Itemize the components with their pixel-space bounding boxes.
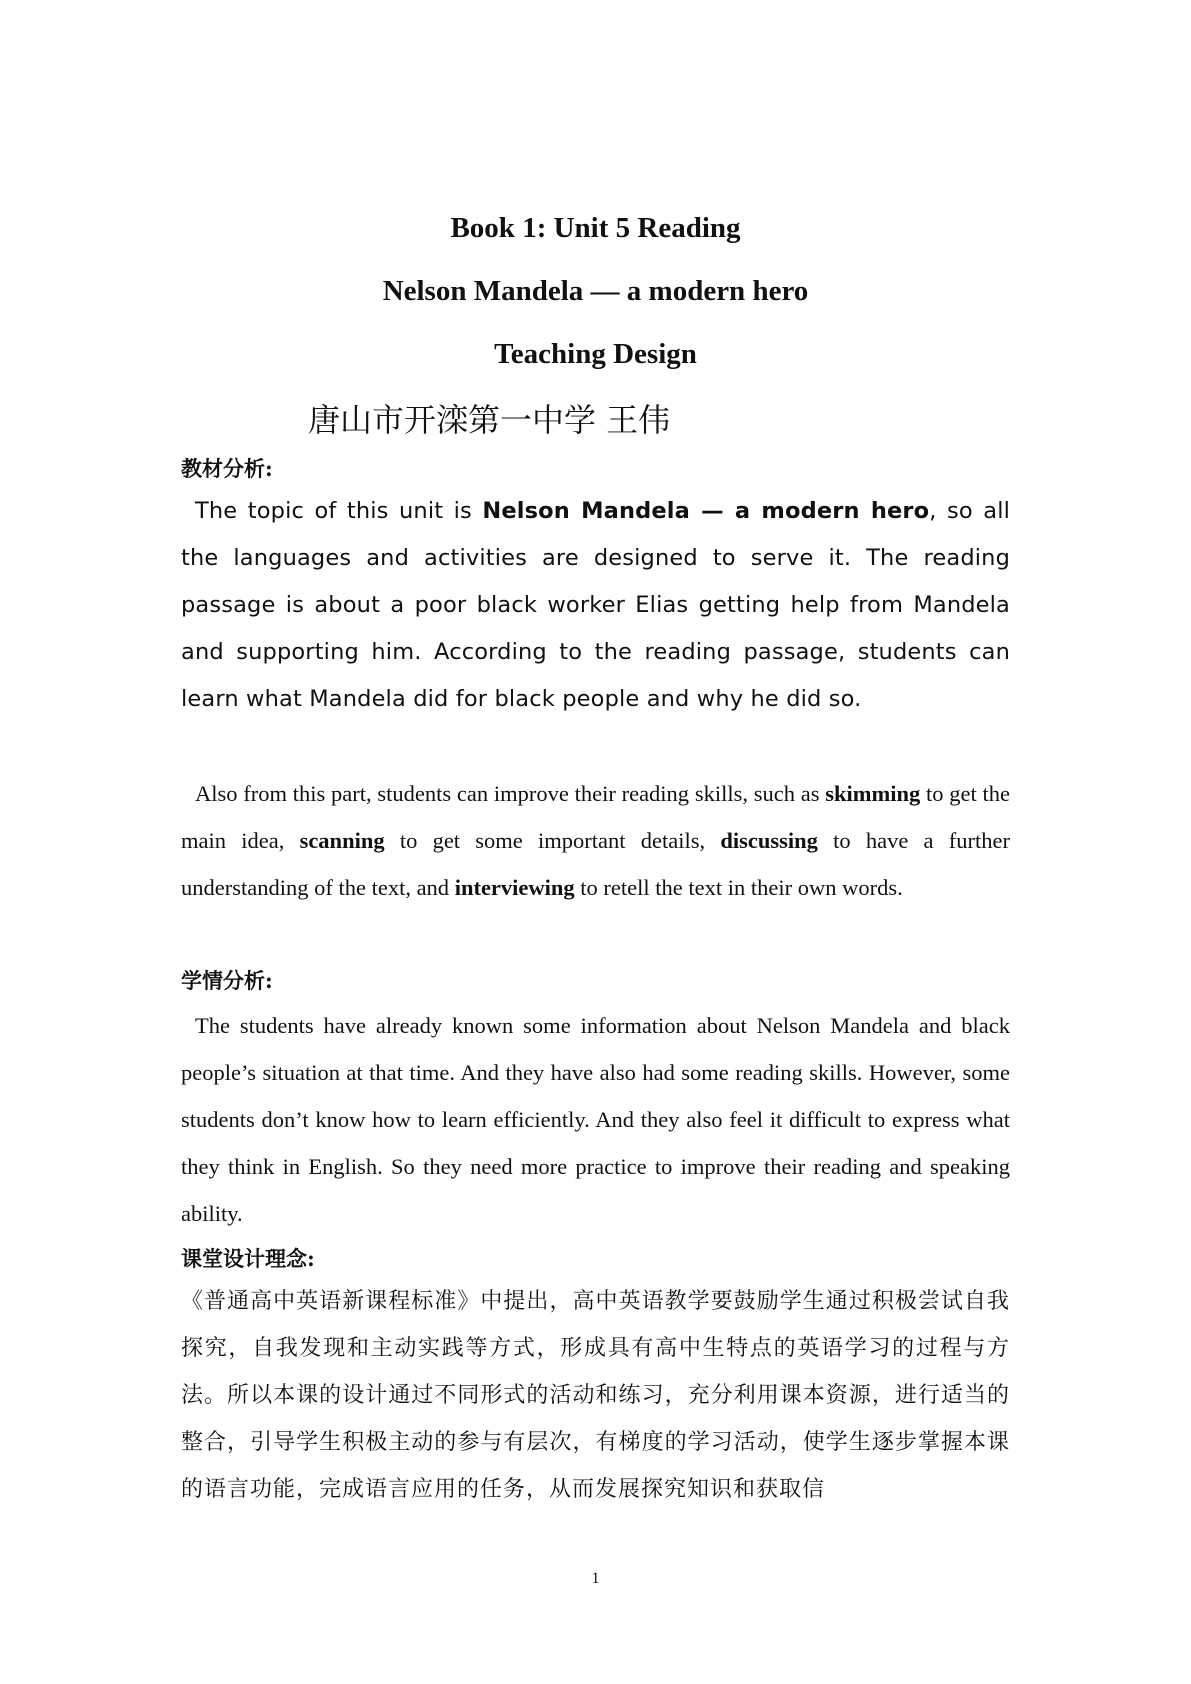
document-subtitle: Nelson Mandela — a modern hero [382, 275, 809, 307]
document-title: Book 1: Unit 5 Reading [450, 212, 741, 244]
learner-analysis-paragraph [181, 1002, 1010, 1237]
skill-interviewing: interviewing [454, 875, 575, 900]
paragraph-text: to have a further understanding of the text, and [181, 828, 1010, 900]
material-analysis-paragraph-2 [181, 770, 1010, 911]
section-heading-design-concept: 课堂设计理念: [181, 1246, 315, 1271]
skill-skimming: skimming [825, 781, 921, 806]
paragraph-text: The students have already known some information about Nelson Mandela and black people’s situation at that time. And they have also had some reading skills. However, some students don’t know how to learn efficiently. And they also feel it difficult to express what they think in English. So they need more practice to improve their reading and speaking ability. [181, 1013, 1010, 1226]
skill-discussing: discussing [720, 828, 818, 853]
skill-scanning: scanning [299, 828, 385, 853]
material-analysis-paragraph-1 [181, 488, 1010, 723]
paragraph-text: The topic of this unit is [195, 498, 483, 524]
design-concept-paragraph [181, 1278, 1010, 1513]
page-number: 1 [591, 1570, 600, 1587]
paragraph-text: to get some important details, [384, 828, 721, 853]
paragraph-text: to get the main idea, [181, 781, 1010, 853]
paragraph-text: to retell the text in their own words. [574, 875, 903, 900]
paragraph-text: Also from this part, students can improve their reading skills, such as [195, 781, 826, 806]
paragraph-text: , so all the languages and activities are designed to serve it. The reading passage is about a poor black worker Elias getting help from Mandela and supporting him. According to the reading passage, students can learn what Mandela did for black people and why he did so. [181, 498, 1010, 712]
section-heading-material-analysis: 教材分析: [181, 456, 273, 481]
author-line: 唐山市开滦第一中学 王伟 [308, 401, 671, 439]
document-type-heading: Teaching Design [494, 338, 697, 370]
paragraph-text: 《普通高中英语新课程标准》中提出，高中英语教学要鼓励学生通过积极尝试自我探究，自我发现和主动实践等方式，形成具有高中生特点的英语学习的过程与方法。所以本课的设计通过不同形式的活动和练习，充分利用课本资源，进行适当的整合，引导学生积极主动的参与有层次，有梯度的学习活动，使学生逐步掌握本课的语言功能，完成语言应用的任务，从而发展探究知识和获取信 [181, 1289, 1010, 1502]
section-heading-learner-analysis: 学情分析: [181, 968, 273, 993]
paragraph-bold-text: Nelson Mandela — a modern hero [482, 498, 930, 524]
